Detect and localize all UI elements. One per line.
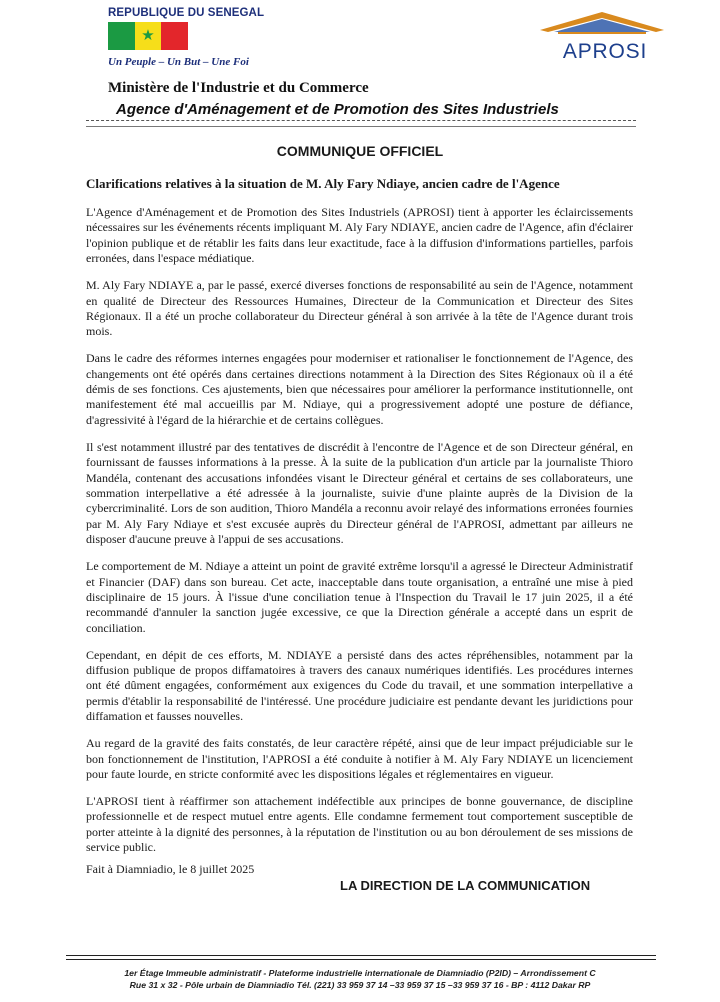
flag-green-band	[108, 22, 135, 50]
paragraph: M. Aly Fary NDIAYE a, par le passé, exercé diverses fonctions de responsabilité au sein de l'Agence, notamment en qualité de Directeur des Ressources Humaines, Directeur de la Communication et Directeur des Sites Régionaux. Il a été un proche collaborateur du Directeur général à son arrivée à la tête de l'Agence durant trois mois.	[86, 278, 633, 339]
flag-star-icon: ★	[141, 26, 155, 45]
paragraph: Cependant, en dépit de ces efforts, M. NDIAYE a persisté dans des actes répréhensibles, notamment par la diffusion publique de propos diffamatoires à travers des canaux numériques identifiés. Les procédures internes ont été dûment engagées, conformément aux exigences du Code du travail, et une sommation interpellative a permis d'établir la responsabilité de l'intéressé. Une procédure judiciaire est pendante devant les juridictions pour diffamation et fausses nouvelles.	[86, 647, 633, 724]
place-date: Fait à Diamniadio, le 8 juillet 2025	[86, 862, 255, 876]
paragraph: Le comportement de M. Ndiaye a atteint un point de gravité extrême lorsqu'il a agressé le Directeur Administratif et Financier (DAF) dans son bureau. Cet acte, inacceptable dans toute organisation, a entraîné une mise à pied disciplinaire de 15 jours. À l'issue d'une conciliation tenue à l'Inspection du Travail le 17 juin 2025, il a été recommandé d'annuler la sanction jugée excessive, ce que la Direction générale a accepté dans un esprit de conciliation.	[86, 559, 633, 635]
paragraph: Dans le cadre des réformes internes engagées pour moderniser et rationaliser le fonctionnement de l'Agence, des changements ont été opérés dans certaines directions notamment à la Direction des Sites Régionaux où il a été démis de ses fonctions. Ces ajustements, bien que nécessaires pour améliorer la performance institutionnelle, ont manifestement été mal accueillis par M. Ndiaye, qui a progressivement adopté une posture de défiance, d'agressivité à l'égard de la hiérarchie et de certains collègues.	[86, 351, 633, 427]
paragraph: L'APROSI tient à réaffirmer son attachement indéfectible aux principes de bonne gouvernance, de discipline professionnelle et de respect mutuel entre agents. Elle condamne fermement tout comportement susceptible de porter atteinte à la dignité des personnes, à la réputation de l'institution ou au bon déroulement de ses missions de service public.	[86, 793, 633, 855]
senegal-flag-icon	[108, 22, 188, 50]
ministry-name: Ministère de l'Industrie et du Commerce	[108, 80, 369, 96]
flag-yellow-band	[135, 22, 162, 50]
paragraph: Il s'est notamment illustré par des tentatives de discrédit à l'encontre de l'Agence et de son Directeur général, en fournissant de fausses informations à la presse. À la suite de la publication d'un article par la journaliste Thioro Mandéla, contenant des accusations infondées visant le Directeur général et certains de ses collaborateurs, une sommation interpellative a été adressée à la journaliste, suivie d'une plainte auprès de la Division de la cybercriminalité. Lors de son audition, Thioro Mandéla a reconnu avoir relayé des informations erronées fournies par M. Aly Fary Ndiaye et s'est excusée auprès du Directeur général de l'APROSI, admettant par ailleurs ne disposer d'aucune preuve à l'appui de ses accusations.	[86, 439, 633, 547]
signatory: LA DIRECTION DE LA COMMUNICATION	[340, 878, 591, 893]
agency-name: Agence d'Aménagement et de Promotion des Sites Industriels	[116, 101, 559, 118]
republic-title: REPUBLIQUE DU SENEGAL	[108, 7, 265, 19]
header-divider	[86, 120, 636, 127]
flag-red-band	[161, 22, 188, 50]
logo-wordmark: APROSI	[562, 40, 648, 63]
communique-body	[86, 205, 633, 867]
national-motto: Un Peuple – Un But – Une Foi	[108, 56, 249, 68]
page-title: COMMUNIQUE OFFICIEL	[276, 143, 444, 159]
footer-address-line-2: Rue 31 x 32 - Pôle urbain de Diamniadio Tél. (221) 33 959 37 14 –33 959 37 15 –33 959 37 16 - BP : 4112 Dakar RP	[129, 980, 591, 990]
footer-address-line-1: 1er Étage Immeuble administratif - Plateforme industrielle internationale de Diamniadio (P2ID) – Arrondissement C	[124, 968, 596, 978]
footer-divider	[66, 955, 656, 960]
paragraph: L'Agence d'Aménagement et de Promotion des Sites Industriels (APROSI) tient à apporter les éclaircissements nécessaires sur les événements récents impliquant M. Aly Fary NDIAYE, ancien cadre de l'Agence, afin d'éclairer l'opinion publique et de rétablir les faits dans leur exactitude, face à la diffusion d'informations partielles, parfois erronées, dans l'espace médiatique.	[86, 205, 634, 266]
paragraph: Au regard de la gravité des faits constatés, de leur caractère répété, ainsi que de leur impact préjudiciable sur le bon fonctionnement de l'institution, l'APROSI a été conduite à notifier à M. Aly Fary NDIAYE un licenciement pour faute lourde, en stricte conformité avec les dispositions légales et réglementaires en vigueur.	[86, 736, 633, 781]
subject-line: Clarifications relatives à la situation de M. Aly Fary Ndiaye, ancien cadre de l'Agence	[86, 176, 560, 191]
